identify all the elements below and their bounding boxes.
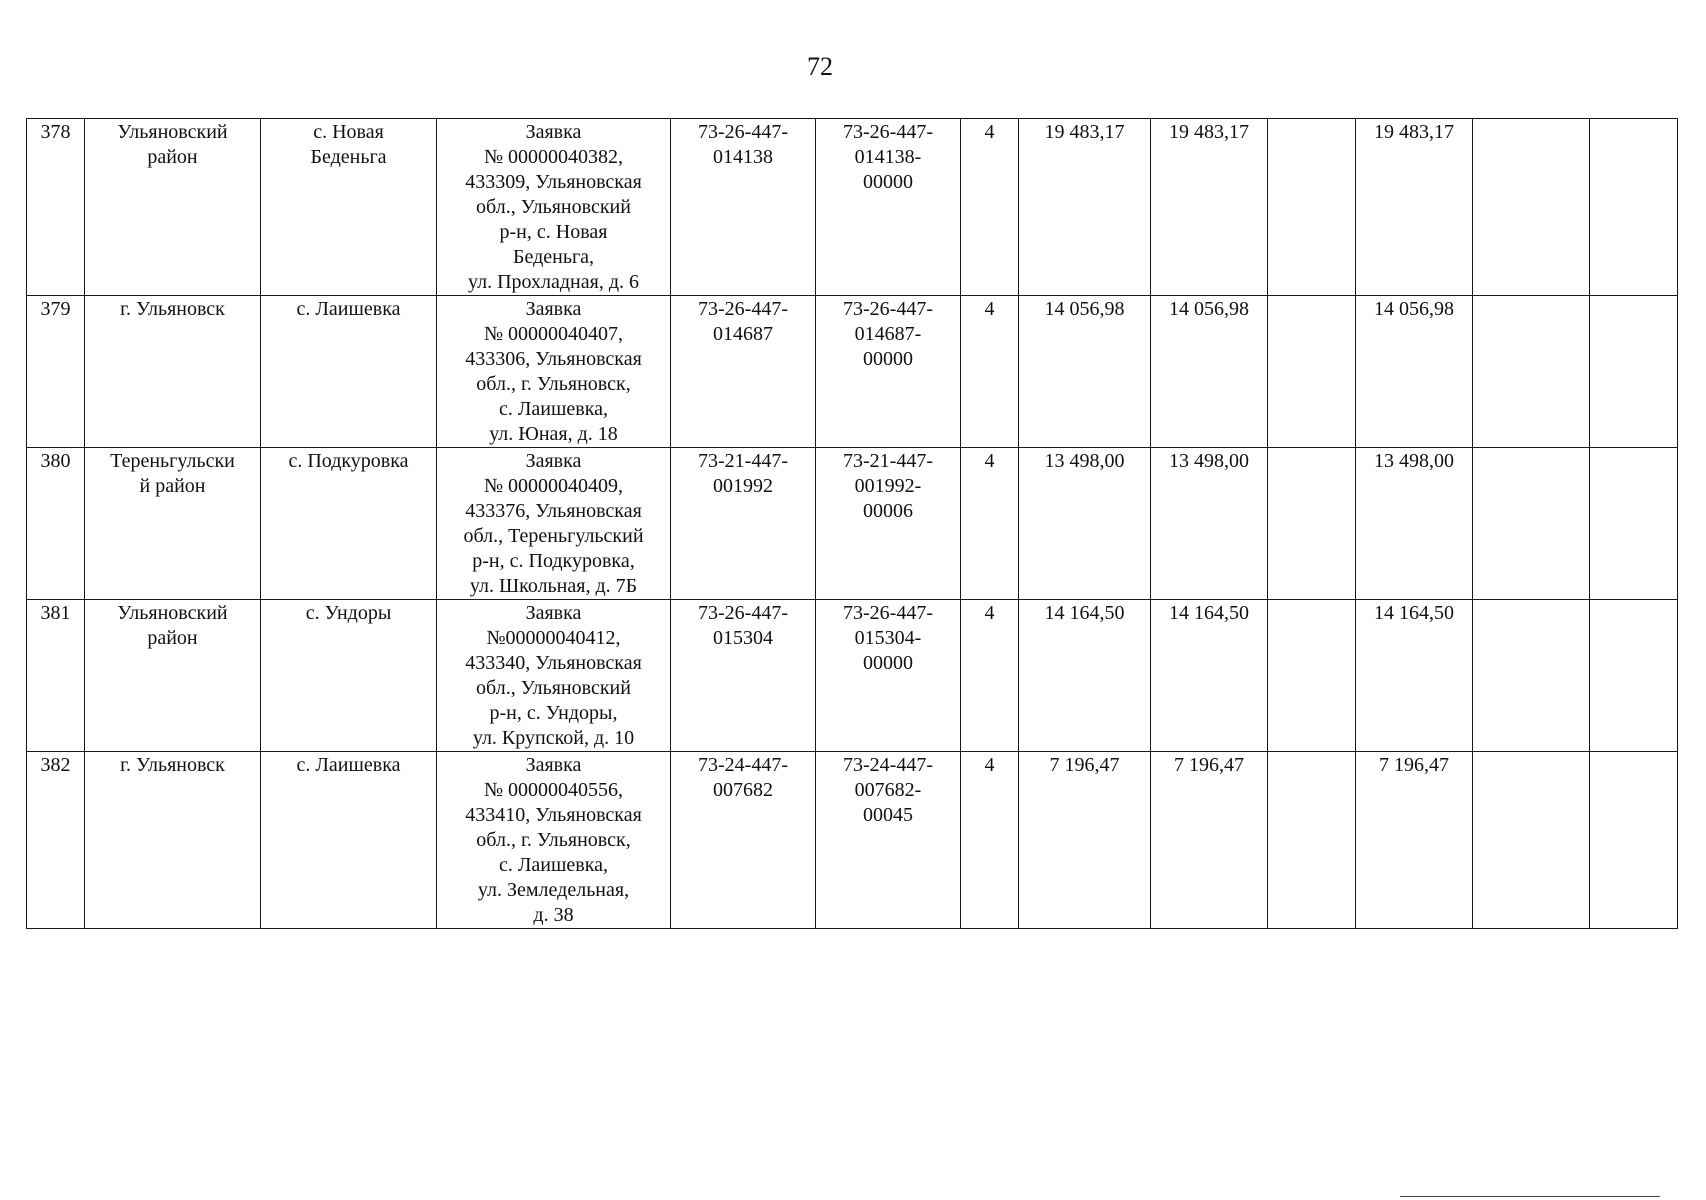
cell-number: 379 [27, 296, 85, 448]
page-number: 72 [807, 52, 833, 81]
table-row [27, 296, 1678, 448]
cell-amount-1: 14 056,98 [1019, 296, 1151, 448]
cell-request-line: Заявка [525, 602, 582, 624]
cell-amount-1: 7 196,47 [1019, 752, 1151, 929]
cell-request-line: обл., Ульяновский [476, 677, 631, 699]
cell-amount-3 [1268, 448, 1356, 600]
cell-code-1-line: 73-26-447- [698, 298, 788, 320]
cell-code-2-line: 014687- [854, 323, 922, 345]
table-row [27, 448, 1678, 600]
cell-empty [1590, 119, 1678, 296]
cell-request [437, 119, 671, 296]
cell-amount-2: 14 056,98 [1151, 296, 1268, 448]
cell-request-line: 433306, Ульяновская [465, 348, 642, 370]
cell-district [85, 296, 261, 448]
cell-request-line: № 00000040407, [483, 323, 624, 345]
cell-code-2-line: 015304- [854, 627, 922, 649]
cell-locality-line: с. Лаишевка [296, 754, 401, 776]
cell-code-2 [816, 600, 961, 752]
cell-code-1 [671, 600, 816, 752]
cell-code-1-line: 015304 [713, 627, 773, 649]
cell-number: 381 [27, 600, 85, 752]
cell-locality [261, 752, 437, 929]
cell-empty [1473, 752, 1590, 929]
cell-locality-line: с. Лаишевка [296, 298, 401, 320]
table-row [27, 119, 1678, 296]
cell-code-1-line: 73-26-447- [698, 121, 788, 143]
cell-code-2-line: 73-26-447- [843, 298, 933, 320]
cell-request-line: 433309, Ульяновская [465, 171, 642, 193]
cell-request-line: Беденьга, [512, 246, 595, 268]
cell-request-line: №00000040412, [486, 627, 621, 649]
cell-locality-line: Беденьга [310, 146, 387, 168]
cell-request [437, 296, 671, 448]
cell-code-2 [816, 296, 961, 448]
cell-locality [261, 296, 437, 448]
cell-amount-3 [1268, 119, 1356, 296]
cell-district [85, 752, 261, 929]
cell-quantity: 4 [961, 119, 1019, 296]
cell-code-2-line: 73-26-447- [843, 121, 933, 143]
cell-request-line: обл., Тереньгульский [463, 525, 644, 547]
cell-empty [1473, 600, 1590, 752]
cell-quantity: 4 [961, 296, 1019, 448]
cell-request-line: 433410, Ульяновская [465, 804, 642, 826]
cell-empty [1473, 448, 1590, 600]
cell-request-line: Заявка [525, 298, 582, 320]
cell-code-1-line: 73-21-447- [698, 450, 788, 472]
cell-quantity: 4 [961, 600, 1019, 752]
cell-code-2-line: 73-26-447- [843, 602, 933, 624]
cell-number: 380 [27, 448, 85, 600]
cell-district-line: Тереньгульски [110, 450, 235, 472]
table-row [27, 752, 1678, 929]
cell-quantity: 4 [961, 752, 1019, 929]
cell-locality-line: с. Новая [313, 121, 384, 143]
cell-request-line: ул. Земледельная, [477, 879, 630, 901]
cell-amount-2: 14 164,50 [1151, 600, 1268, 752]
cell-amount-4: 14 164,50 [1356, 600, 1473, 752]
cell-code-2-line: 73-21-447- [843, 450, 933, 472]
cell-amount-4: 19 483,17 [1356, 119, 1473, 296]
cell-request [437, 448, 671, 600]
cell-locality [261, 119, 437, 296]
cell-request-line: Заявка [525, 121, 582, 143]
cell-request-line: ул. Прохладная, д. 6 [467, 271, 640, 293]
cell-code-1 [671, 752, 816, 929]
cell-empty [1473, 119, 1590, 296]
cell-code-1 [671, 119, 816, 296]
cell-code-2-line: 00006 [863, 500, 913, 522]
cell-quantity: 4 [961, 448, 1019, 600]
cell-request-line: р-н, с. Новая [499, 221, 608, 243]
cell-empty [1590, 296, 1678, 448]
cell-empty [1590, 448, 1678, 600]
cell-code-1-line: 73-26-447- [698, 602, 788, 624]
cell-code-2-line: 007682- [854, 779, 922, 801]
cell-code-2-line: 00000 [863, 171, 913, 193]
cell-code-2-line: 014138- [854, 146, 922, 168]
cell-amount-4: 13 498,00 [1356, 448, 1473, 600]
cell-district-line: район [147, 146, 198, 168]
cell-code-2-line: 73-24-447- [843, 754, 933, 776]
registry-table [26, 118, 1678, 929]
cell-district [85, 448, 261, 600]
cell-district-line: г. Ульяновск [120, 298, 225, 320]
cell-code-2-line: 00000 [863, 348, 913, 370]
cell-amount-3 [1268, 752, 1356, 929]
cell-locality [261, 600, 437, 752]
cell-number: 382 [27, 752, 85, 929]
cell-code-1-line: 001992 [713, 475, 773, 497]
cell-request-line: ул. Школьная, д. 7Б [469, 575, 638, 597]
cell-code-1-line: 014687 [713, 323, 773, 345]
cell-request-line: № 00000040556, [483, 779, 624, 801]
cell-amount-3 [1268, 296, 1356, 448]
cell-code-1 [671, 448, 816, 600]
cell-district-line: й район [139, 475, 206, 497]
cell-request-line: 433376, Ульяновская [465, 500, 642, 522]
cell-empty [1590, 600, 1678, 752]
cell-amount-2: 19 483,17 [1151, 119, 1268, 296]
cell-empty [1473, 296, 1590, 448]
cell-district-line: г. Ульяновск [120, 754, 225, 776]
cell-empty [1590, 752, 1678, 929]
cell-code-1-line: 014138 [713, 146, 773, 168]
cell-request-line: с. Лаишевка, [498, 854, 609, 876]
table-body [27, 119, 1678, 929]
table-row [27, 600, 1678, 752]
cell-request-line: № 00000040409, [483, 475, 624, 497]
cell-request-line: ул. Крупской, д. 10 [472, 727, 635, 749]
cell-locality-line: с. Подкуровка [288, 450, 409, 472]
cell-locality-line: с. Ундоры [305, 602, 392, 624]
cell-request [437, 600, 671, 752]
cell-amount-1: 14 164,50 [1019, 600, 1151, 752]
cell-number: 378 [27, 119, 85, 296]
cell-request-line: № 00000040382, [483, 146, 624, 168]
cell-amount-1: 19 483,17 [1019, 119, 1151, 296]
cell-amount-3 [1268, 600, 1356, 752]
cell-request-line: д. 38 [533, 904, 574, 926]
cell-amount-1: 13 498,00 [1019, 448, 1151, 600]
cell-code-2-line: 001992- [854, 475, 922, 497]
cell-request-line: с. Лаишевка, [498, 398, 609, 420]
cell-code-1-line: 007682 [713, 779, 773, 801]
cell-code-2-line: 00045 [863, 804, 913, 826]
cell-request-line: р-н, с. Ундоры, [489, 702, 618, 724]
cell-code-2 [816, 752, 961, 929]
cell-district-line: Ульяновский [117, 121, 228, 143]
cell-request [437, 752, 671, 929]
cell-district-line: район [147, 627, 198, 649]
cell-code-1 [671, 296, 816, 448]
cell-amount-4: 7 196,47 [1356, 752, 1473, 929]
cell-request-line: Заявка [525, 754, 582, 776]
cell-code-2-line: 00000 [863, 652, 913, 674]
cell-request-line: Заявка [525, 450, 582, 472]
cell-amount-2: 13 498,00 [1151, 448, 1268, 600]
cell-request-line: 433340, Ульяновская [465, 652, 642, 674]
cell-code-1-line: 73-24-447- [698, 754, 788, 776]
cell-request-line: обл., г. Ульяновск, [476, 373, 631, 395]
cell-locality [261, 448, 437, 600]
cell-request-line: обл., г. Ульяновск, [476, 829, 631, 851]
cell-request-line: р-н, с. Подкуровка, [472, 550, 635, 572]
bottom-rule [1400, 1196, 1660, 1197]
cell-district [85, 119, 261, 296]
cell-district-line: Ульяновский [117, 602, 228, 624]
cell-code-2 [816, 119, 961, 296]
cell-request-line: ул. Юная, д. 18 [489, 423, 618, 445]
cell-district [85, 600, 261, 752]
cell-code-2 [816, 448, 961, 600]
cell-request-line: обл., Ульяновский [476, 196, 631, 218]
cell-amount-2: 7 196,47 [1151, 752, 1268, 929]
cell-amount-4: 14 056,98 [1356, 296, 1473, 448]
